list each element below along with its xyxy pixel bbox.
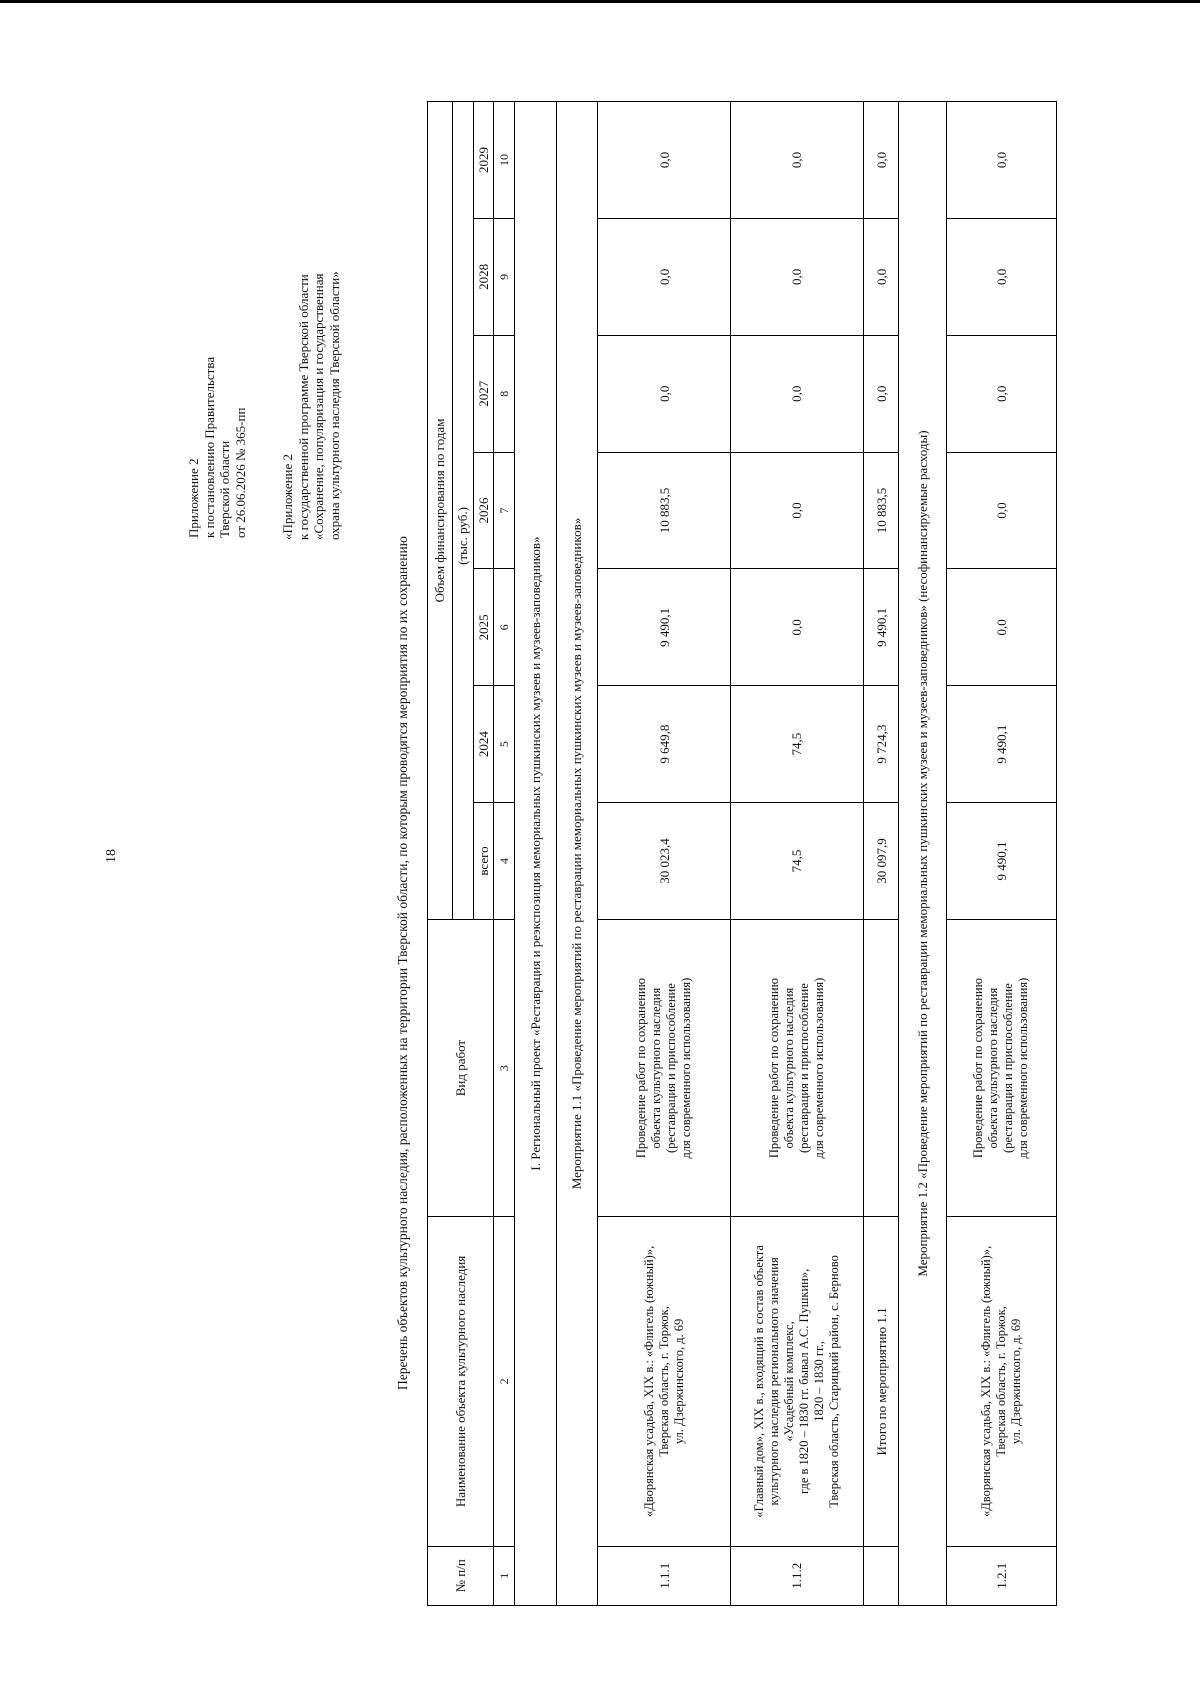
value-cell: 10 883,5 <box>598 452 731 569</box>
header-line: Приложение 2 <box>186 458 201 538</box>
work-type: Проведение работ по сохранению объекта культурного наследия (реставрация и приспособление для современного использования) <box>946 919 1056 1216</box>
header-line: «Приложение 2 <box>280 453 295 540</box>
header-funding: Объем финансирования по годам <box>428 102 453 920</box>
value-cell: 0,0 <box>731 452 864 569</box>
header-work: Вид работ <box>428 919 494 1216</box>
header-num: № п/п <box>428 1546 494 1605</box>
value-cell: 9 649,8 <box>598 686 731 803</box>
object-name: «Главный дом», XIX в., входящий в состав объекта культурного наследия регионального значения «Усадебный комплекс, где в 1820 – 1830 гг. бывал А.С. Пушкин», 1820 – 1830 гг., Тверская область, Старицкий район, с. Берново <box>731 1217 864 1546</box>
col-number: 9 <box>494 218 515 335</box>
scan-top-edge <box>0 0 1200 3</box>
col-number: 10 <box>494 102 515 219</box>
total-value: 0,0 <box>863 218 898 335</box>
header-name: Наименование объекта культурного наследия <box>428 1217 494 1546</box>
header-year: 2025 <box>473 569 494 686</box>
col-number: 3 <box>494 919 515 1216</box>
value-cell: 0,0 <box>598 102 731 219</box>
page-number: 18 <box>104 849 119 863</box>
header-year: 2026 <box>473 452 494 569</box>
value-cell: 0,0 <box>946 335 1056 452</box>
work-type: Проведение работ по сохранению объекта культурного наследия (реставрация и приспособление для современного использования) <box>598 919 731 1216</box>
value-cell: 0,0 <box>731 102 864 219</box>
value-cell: 74,5 <box>731 686 864 803</box>
value-cell: 0,0 <box>598 335 731 452</box>
value-cell: 0,0 <box>731 218 864 335</box>
col-number: 4 <box>494 803 515 920</box>
value-cell: 0,0 <box>946 569 1056 686</box>
header-unit: (тыс. руб.) <box>452 335 473 569</box>
value-cell: 9 490,1 <box>598 569 731 686</box>
col-number: 6 <box>494 569 515 686</box>
table-row <box>731 102 864 1606</box>
program-reference <box>280 271 342 540</box>
total-value: 9 490,1 <box>863 569 898 686</box>
total-label: Итого по мероприятию 1.1 <box>863 1217 898 1546</box>
object-name: «Дворянская усадьба, XIX в.: «Флигель (южный)», Тверская область, г. Торжок, ул. Дзержинского, д. 69 <box>598 1217 731 1546</box>
value-cell: 0,0 <box>731 335 864 452</box>
value-cell: 9 490,1 <box>946 803 1056 920</box>
value-cell: 0,0 <box>731 569 864 686</box>
resolution-reference <box>186 357 248 538</box>
value-cell: 0,0 <box>946 102 1056 219</box>
object-name: «Дворянская усадьба, XIX в.: «Флигель (южный)», Тверская область, г. Торжок, ул. Дзержинского, д. 69 <box>946 1217 1056 1546</box>
total-value: 10 883,5 <box>863 452 898 569</box>
total-row <box>863 102 898 1606</box>
document-title: Перечень объектов культурного наследия, расположенных на территории Тверской области, по которым проводятся мероприятия по их сохранению <box>395 536 410 1390</box>
value-cell: 9 490,1 <box>946 686 1056 803</box>
table-row <box>946 102 1056 1606</box>
col-number: 8 <box>494 335 515 452</box>
col-number: 1 <box>494 1546 515 1605</box>
header-line: охрана культурного наследия Тверской области» <box>326 271 342 540</box>
row-num: 1.2.1 <box>946 1546 1056 1605</box>
value-cell: 0,0 <box>598 218 731 335</box>
row-num: 1.1.1 <box>598 1546 731 1605</box>
col-number: 2 <box>494 1217 515 1546</box>
col-number: 7 <box>494 452 515 569</box>
work-type: Проведение работ по сохранению объекта культурного наследия (реставрация и приспособление для современного использования) <box>731 919 864 1216</box>
header-line: «Сохранение, популяризация и государственная <box>311 273 326 540</box>
total-value: 0,0 <box>863 102 898 219</box>
objects-table <box>427 101 1057 1606</box>
section-row <box>515 102 557 1606</box>
rotated-table-wrapper <box>427 101 1057 1606</box>
header-line: Тверской области <box>217 440 232 538</box>
value-cell: 0,0 <box>946 218 1056 335</box>
header-year: 2028 <box>473 218 494 335</box>
event-row <box>899 102 947 1606</box>
column-numbers-row <box>494 102 515 1606</box>
col-number: 5 <box>494 686 515 803</box>
value-cell: 30 023,4 <box>598 803 731 920</box>
header-line: от 26.06.2026 № 365-пп <box>232 407 248 538</box>
total-value: 9 724,3 <box>863 686 898 803</box>
value-cell: 0,0 <box>946 452 1056 569</box>
total-value: 0,0 <box>863 335 898 452</box>
event-title: Мероприятие 1.2 «Проведение мероприятий по реставрации мемориальных пушкинских музеев и музеев-заповедников» (несофинансируемые расходы) <box>899 102 947 1606</box>
header-total: всего <box>473 803 494 920</box>
event-row <box>556 102 598 1606</box>
header-year: 2024 <box>473 686 494 803</box>
header-line: к государственной программе Тверской области <box>295 274 311 540</box>
section-title: I. Региональный проект «Реставрация и реэкспозиция мемориальных пушкинских музеев и музеев-заповедников» <box>515 102 557 1606</box>
header-year: 2027 <box>473 335 494 452</box>
header-line: к постановлению Правительства <box>201 356 217 538</box>
header-year: 2029 <box>473 102 494 219</box>
value-cell: 74,5 <box>731 803 864 920</box>
row-num: 1.1.2 <box>731 1546 864 1605</box>
table-row <box>598 102 731 1606</box>
total-value: 30 097,9 <box>863 803 898 920</box>
event-title: Мероприятие 1.1 «Проведение мероприятий по реставрации мемориальных пушкинских музеев и музеев-заповедников» <box>556 102 598 1606</box>
